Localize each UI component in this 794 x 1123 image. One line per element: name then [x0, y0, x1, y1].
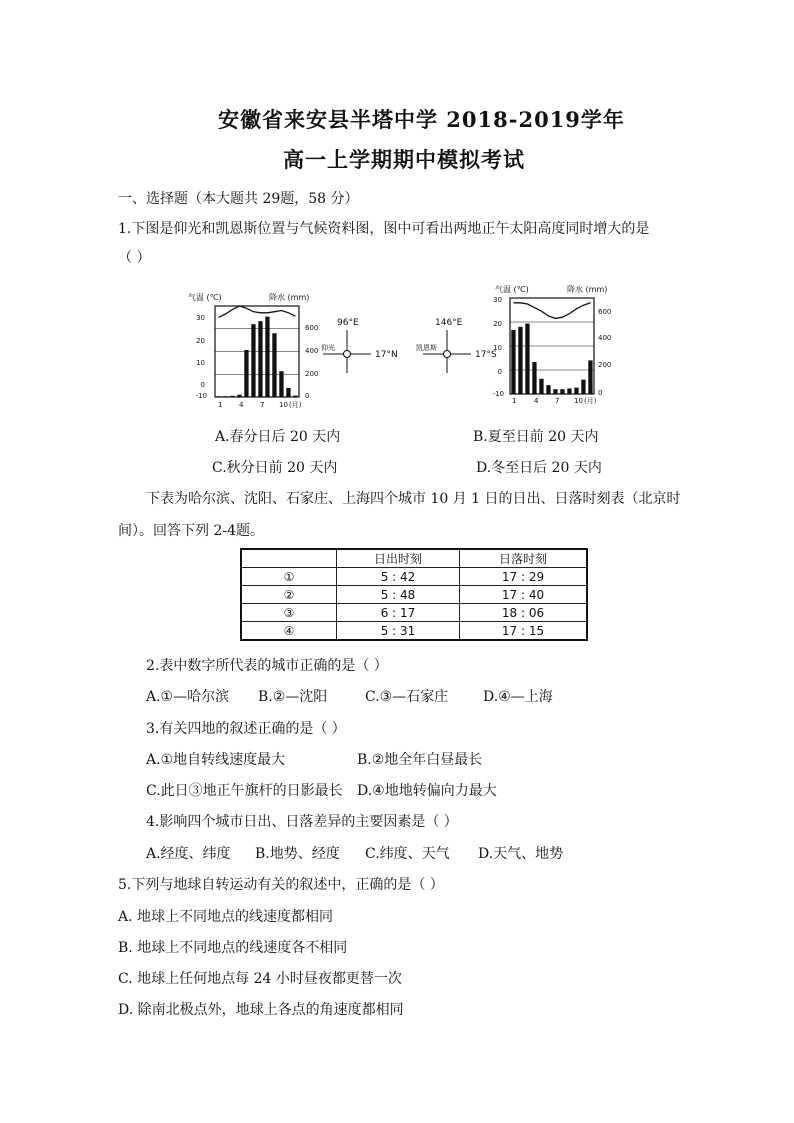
q2-option-a: A.①—哈尔滨	[146, 689, 230, 705]
left-precip-bar	[293, 396, 297, 398]
city-id-cell: ④	[241, 622, 337, 641]
right-precip-bar	[581, 380, 585, 394]
right-precip-bar	[539, 379, 543, 394]
q1-option-d: D.冬至日后 20 天内	[476, 460, 602, 476]
sunset-cell: 17 : 15	[460, 622, 588, 641]
city-id-cell: ③	[241, 604, 337, 622]
page-title-line2: 高一上学期期中模拟考试	[283, 147, 525, 172]
right-precip-bars	[511, 324, 592, 394]
right-precip-bar	[525, 324, 529, 394]
right-precip-tick: 200	[598, 361, 612, 369]
right-temp-line	[514, 303, 591, 319]
table-header-cell	[241, 549, 337, 568]
q3-stem: 3.有关四地的叙述正确的是（ ）	[146, 721, 346, 737]
right-month-tick: 4	[534, 397, 539, 405]
left-temp-tick: 10	[196, 359, 205, 367]
intro-line-1: 下表为哈尔滨、沈阳、石家庄、上海四个城市 10 月 1 日的日出、日落时刻表（北京时	[146, 491, 681, 507]
sunset-cell: 17 : 40	[460, 586, 588, 604]
right-temp-tick: -10	[492, 390, 504, 398]
right-precip-axis-label: 降水 (mm)	[567, 285, 608, 294]
q3-option-d: D.④地地转偏向力最大	[357, 783, 497, 799]
left-precip-bar	[258, 321, 262, 397]
right-precip-bar	[518, 327, 522, 394]
q2-option-b: B.②—沈阳	[258, 689, 328, 705]
right-temp-tick: 10	[493, 344, 502, 352]
table-row	[241, 586, 587, 604]
right-month-tick: 1	[512, 397, 517, 405]
table-header-row	[241, 549, 587, 568]
q3-option-c: C.此日③地正午旗杆的日影最长	[146, 783, 343, 799]
q2-option-d: D.④—上海	[483, 689, 553, 705]
city-id-cell: ②	[241, 586, 337, 604]
q4-option-b: B.地势、经度	[255, 846, 340, 862]
right-temp-tick: 0	[497, 368, 502, 376]
q1-paren: （ ）	[118, 250, 151, 266]
cairns-longitude: 146°E	[435, 318, 463, 328]
left-month-tick: (月)	[289, 401, 302, 409]
right-precip-bar	[532, 362, 536, 394]
sunset-cell: 18 : 06	[460, 604, 588, 622]
left-precip-tick: 0	[305, 392, 310, 400]
q5-option-a: A. 地球上不同地点的线速度都相同	[118, 909, 334, 925]
cairns-climate-chart	[493, 284, 612, 405]
left-precip-bar	[237, 395, 241, 397]
yangon-locator	[321, 318, 398, 373]
left-month-tick: 10	[279, 401, 288, 409]
left-precip-bar	[272, 333, 276, 397]
yangon-point	[344, 351, 351, 358]
q1-option-b: B.夏至日前 20 天内	[473, 429, 599, 445]
table-header-cell: 日落时刻	[460, 549, 588, 568]
q3-option-a: A.①地自转线速度最大	[146, 752, 286, 768]
sunrise-sunset-table	[240, 548, 588, 641]
climate-figure	[185, 278, 615, 413]
sunrise-cell: 5 : 48	[337, 586, 460, 604]
left-precip-bar	[230, 396, 234, 397]
table-row	[241, 604, 587, 622]
city-id-cell: ①	[241, 568, 337, 586]
left-temp-tick: 0	[200, 381, 205, 389]
sunrise-cell: 5 : 31	[337, 622, 460, 641]
right-precip-tick: 600	[598, 308, 612, 316]
q1-option-c: C.秋分日前 20 天内	[212, 460, 338, 476]
right-precip-tick: 0	[598, 389, 603, 397]
left-month-tick: 4	[239, 401, 244, 409]
table-row	[241, 622, 587, 641]
right-temp-tick: 20	[493, 320, 502, 328]
yangon-longitude: 96°E	[337, 318, 359, 328]
left-precip-bar	[223, 396, 227, 397]
yangon-climate-chart	[188, 292, 318, 409]
q5-option-b: B. 地球上不同地点的线速度各不相同	[118, 940, 348, 956]
left-precip-bar	[251, 324, 255, 397]
q5-option-c: C. 地球上任何地点每 24 小时昼夜都更替一次	[118, 971, 402, 987]
q5-stem: 5.下列与地球自转运动有关的叙述中，正确的是（ ）	[118, 877, 444, 893]
left-temp-tick: 30	[196, 314, 205, 322]
right-precip-bar	[511, 330, 515, 394]
q1-option-a: A.春分日后 20 天内	[215, 429, 341, 445]
q4-stem: 4.影响四个城市日出、日落差异的主要因素是（ ）	[146, 814, 458, 830]
left-precip-tick: 400	[305, 347, 319, 355]
right-precip-bar	[553, 389, 557, 394]
cairns-locator	[416, 318, 497, 373]
right-month-tick: (月)	[584, 397, 597, 405]
left-month-tick: 1	[218, 401, 223, 409]
yangon-latitude: 17°N	[375, 350, 398, 360]
cairns-name: 凯恩斯	[416, 344, 437, 352]
left-precip-bar	[265, 317, 269, 397]
left-precip-tick: 600	[305, 324, 319, 332]
left-precip-bar	[216, 396, 220, 397]
left-month-tick: 7	[260, 401, 265, 409]
yangon-name: 仰光	[321, 344, 335, 352]
cairns-point	[444, 351, 451, 358]
q4-option-a: A.经度、纬度	[146, 846, 231, 862]
right-month-tick: 10	[574, 397, 583, 405]
left-precip-bar	[279, 371, 283, 397]
intro-line-2: 间）。回答下列 2-4题。	[118, 523, 264, 539]
right-precip-bar	[588, 360, 592, 394]
right-month-tick: 7	[555, 397, 560, 405]
right-precip-bar	[546, 385, 550, 394]
q2-stem: 2.表中数字所代表的城市正确的是（ ）	[146, 658, 388, 674]
left-temp-axis-label: 气温 (℃)	[188, 293, 222, 302]
left-temp-tick: -10	[195, 392, 207, 400]
page-title-line1: 安徽省来安县半塔中学 2018-2019学年	[218, 107, 625, 132]
cairns-latitude: 17°S	[475, 350, 497, 360]
table-header-cell: 日出时刻	[337, 549, 460, 568]
left-precip-bar	[244, 350, 248, 397]
q4-option-d: D.天气、地势	[478, 846, 564, 862]
right-precip-bar	[574, 388, 578, 394]
right-temp-tick: 30	[493, 296, 502, 304]
sunrise-cell: 5 : 42	[337, 568, 460, 586]
right-temp-axis-label: 气温 (℃)	[495, 285, 529, 294]
left-precip-bar	[286, 388, 290, 397]
sunrise-cell: 6 : 17	[337, 604, 460, 622]
left-precip-axis-label: 降水 (mm)	[269, 293, 310, 302]
q1-stem: 1.下图是仰光和凯恩斯位置与气候资料图，图中可看出两地正午太阳高度同时增大的是	[118, 221, 650, 237]
q2-option-c: C.③—石家庄	[365, 689, 449, 705]
section-heading: 一、选择题（本大题共 29题，58 分）	[118, 191, 359, 207]
right-precip-tick: 400	[598, 334, 612, 342]
table-row	[241, 568, 587, 586]
sunset-cell: 17 : 29	[460, 568, 588, 586]
left-gridlines	[215, 329, 299, 375]
q5-option-d: D. 除南北极点外，地球上各点的角速度都相同	[118, 1002, 404, 1018]
left-temp-tick: 20	[196, 337, 205, 345]
q3-option-b: B.②地全年白昼最长	[357, 752, 483, 768]
right-precip-bar	[567, 388, 571, 394]
left-temp-line	[219, 306, 296, 317]
right-precip-bar	[560, 389, 564, 394]
q4-option-c: C.纬度、天气	[365, 846, 450, 862]
left-precip-tick: 200	[305, 370, 319, 378]
